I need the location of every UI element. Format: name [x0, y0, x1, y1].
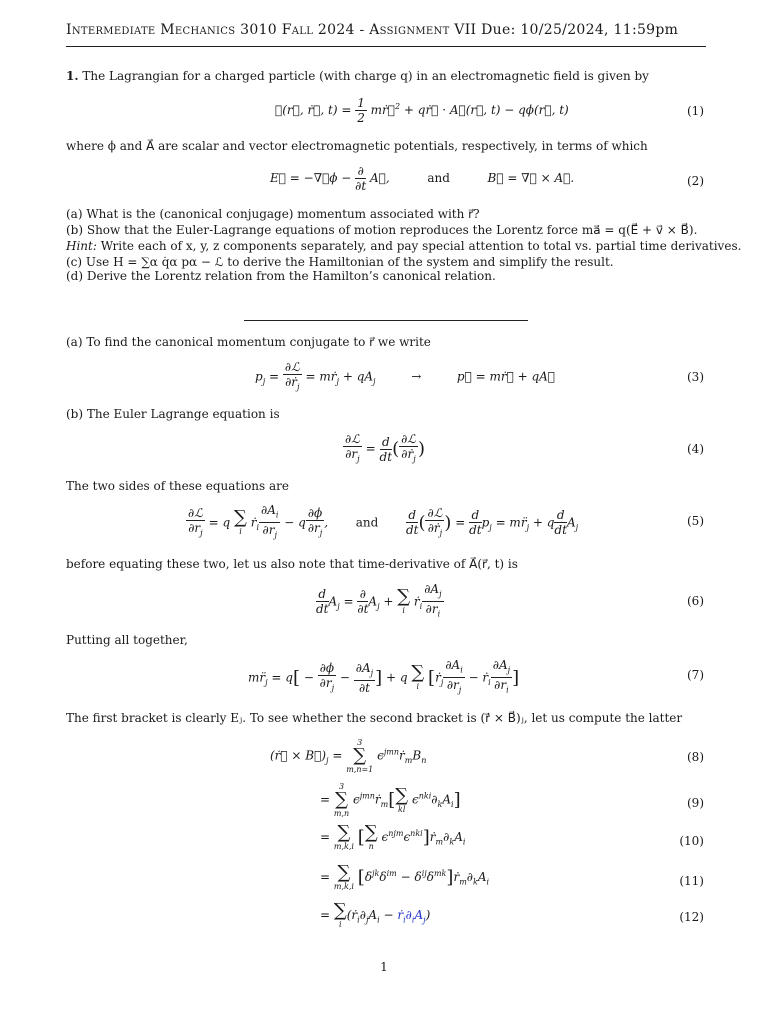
equation-1: ℒ(r⃗, ṙ⃗, t) = $\frac{1}{2}$ mṙ⃗$^2$ + qṙ⃗ · A⃗(r⃗, t) − qϕ(r⃗, t): [275, 96, 569, 125]
eqno-3: (3): [687, 370, 704, 384]
equation-2: E⃗ = −∇⃗ϕ − $\frac{\partial}{\partial t}$ A⃗, and B⃗ = ∇⃗ × A⃗.: [270, 164, 575, 193]
and-word-2: and: [355, 515, 379, 530]
solution-a-text: (a) To find the canonical momentum conjugate to r⃗ we write: [66, 335, 431, 349]
eqno-4: (4): [687, 442, 704, 456]
equation-5: $\frac{\text{∂ℒ}}{\partial r_j}$ = q ∑ i ṙ$_i$ $\frac{\partial A_i}{\partial r_j}$ − q $\frac{\partial\phi}{\partial r_j}$ , and $\frac{d}{dt}$ ( $\frac{\text{∂ℒ}}{\partial ṙ_j}$ ) = $\frac{d}{dt}$ $p_j$ = $mr̈_j + q$ $\frac{d}{dt}$ $A_j$: [188, 503, 579, 540]
equation-12: = ∑ i ($ṙ_i\partial_jA_i$ − $ṙ_i\partial_iA_j$): [320, 900, 431, 929]
first-bracket-text: The first bracket is clearly Eⱼ. To see whether the second bracket is (ṙ⃗ × B⃗)ⱼ, let us compute the latter: [66, 711, 683, 725]
part-c: (c) Use H = ∑α q̇α pα − ℒ to derive the Hamiltonian of the system and simplify the result.: [66, 255, 614, 269]
equation-11: = ∑ m,k,i [$\delta^{jk}\delta^{im}$ − $\delta^{ij}\delta^{mk}]ṙ_m\partial_kA_i$: [320, 862, 490, 891]
equation-4: $\frac{\text{∂ℒ}}{\partial r_j}$ = $\frac{d}{dt}$ ( $\frac{\text{∂ℒ}}{\partial ṙ_j}$ ): [345, 432, 425, 464]
hint-text: Write each of x, y, z components separately, and pay special attention to total vs. partial time derivatives.: [100, 239, 742, 253]
eqno-2: (2): [687, 174, 704, 188]
header-due: Due: 10/25/2024, 11:59pm: [481, 22, 679, 38]
equation-7: $mr̈_j = q$[ − $\frac{\partial\phi}{\partial r_j}$ − $\frac{\partial A_j}{\partial t}$ ] + q ∑ i [ṙ$_j$ $\frac{\partial A_i}{\partial r_j}$ − ṙ$_i$ $\frac{\partial A_j}{\partial r_i}$ ]: [248, 658, 520, 696]
two-sides-text: The two sides of these equations are: [66, 479, 289, 493]
eqno-12: (12): [679, 910, 704, 924]
equation-3: $p_j$ = $\frac{\text{∂ℒ}}{\partial ṙ_j}$ = mṙ$_j$ + $qA_j$ → p⃗ = mṙ⃗ + qA⃗: [255, 360, 556, 392]
putting-together-text: Putting all together,: [66, 633, 188, 647]
eqno-1: (1): [687, 104, 704, 118]
eqno-5: (5): [687, 514, 704, 528]
arrow-symbol: →: [411, 369, 422, 384]
page-header: [66, 22, 706, 47]
eqno-7: (7): [687, 668, 704, 682]
eqno-10: (10): [679, 834, 704, 848]
section-divider: [244, 320, 528, 321]
problem-intro-text: The Lagrangian for a charged particle (with charge q) in an electromagnetic field is given by: [82, 69, 649, 83]
eqno-6: (6): [687, 594, 704, 608]
and-word: and: [427, 171, 450, 185]
equation-6: $\frac{d}{dt}$ $A_j$ = $\frac{\partial}{\partial t}$ $A_j$ + ∑ i ṙ$_i$ $\frac{\partial A_j}{\partial r_i}$: [316, 582, 442, 619]
problem-number: 1.: [66, 69, 79, 83]
solution-b-text: (b) The Euler Lagrange equation is: [66, 407, 280, 421]
header-title: Intermediate Mechanics 3010 Fall 2024 - Assignment VII: [66, 22, 477, 38]
eqno-9: (9): [687, 796, 704, 810]
eqno-8: (8): [687, 750, 704, 764]
part-b: (b) Show that the Euler-Lagrange equations of motion reproduces the Lorentz force ma⃗ = q(E⃗ + v⃗ × B⃗).: [66, 223, 698, 237]
equation-10: = ∑ m,k,i [ ∑ n $\epsilon^{njm}\epsilon^{nki}]ṙ_m\partial_kA_i$: [320, 822, 466, 851]
part-d: (d) Derive the Lorentz relation from the Hamilton’s canonical relation.: [66, 269, 496, 283]
problem-intro: [66, 68, 649, 84]
equation-9: = 3 ∑ m,n $\epsilon^{jmn}ṙ_m$[ ∑ kl $\epsilon^{nki}\partial_kA_i$]: [320, 782, 461, 818]
highlighted-term: $ṙ_i\partial_iA_j$: [397, 908, 426, 925]
eqno-11: (11): [679, 874, 704, 888]
hint: [66, 238, 741, 254]
before-equating-text: before equating these two, let us also note that time-derivative of A⃗(r⃗, t) is: [66, 557, 518, 571]
page-number: 1: [380, 960, 388, 974]
part-a: (a) What is the (canonical conjugage) momentum associated with r⃗?: [66, 207, 480, 221]
potentials-text: where ϕ and A⃗ are scalar and vector electromagnetic potentials, respectively, in terms of which: [66, 139, 648, 153]
equation-8: (ṙ⃗ × $B⃗)_j$ = 3 ∑ m,n=1 $\epsilon^{jmn}ṙ_mB_n$: [270, 738, 427, 774]
hint-label: Hint:: [66, 239, 97, 253]
